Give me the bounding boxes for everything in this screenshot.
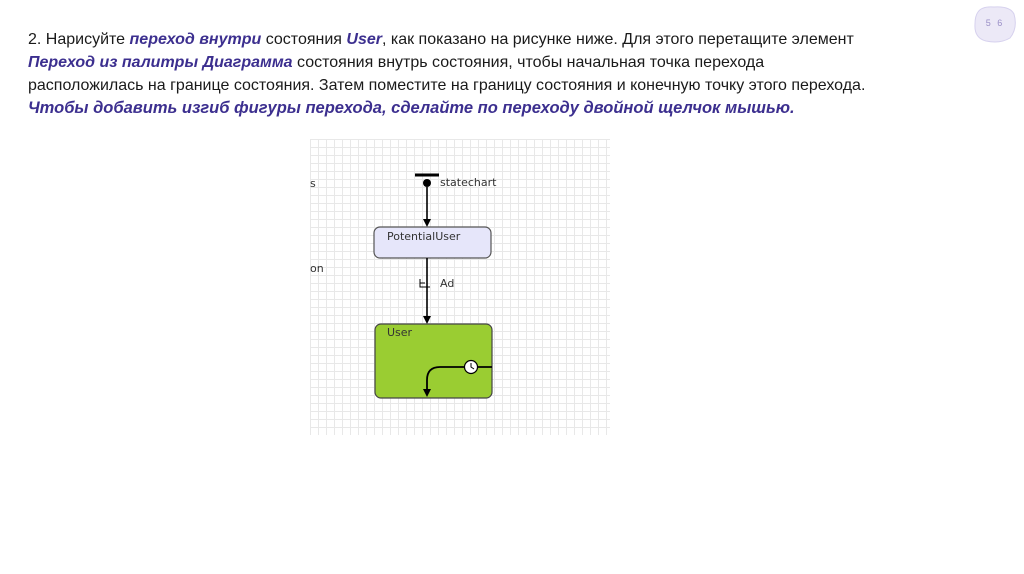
entry-point[interactable] <box>423 179 431 187</box>
text-part: , как показано на рисунке ниже. Для этого перетащите элемент <box>381 31 854 48</box>
transition-ad-label: Ad <box>440 277 455 290</box>
instructions-text <box>28 28 988 120</box>
message-trigger-icon <box>420 279 430 287</box>
text-part: состояния <box>261 31 347 48</box>
highlight-palette-transition: Переход из палитры Диаграмма <box>28 54 293 71</box>
highlight-user: User <box>346 31 382 48</box>
clipped-label: s <box>310 177 316 190</box>
highlight-inner-transition: переход внутри <box>129 31 262 48</box>
text-part: расположилась на границе состояния. Затем поместите на границу состояния и конечную точку этого перехода. <box>28 77 866 94</box>
potential-user-label: PotentialUser <box>387 230 461 243</box>
clipped-label: on <box>310 262 324 275</box>
user-state-label: User <box>387 326 413 339</box>
page-number: 5 6 <box>985 18 1005 28</box>
timeout-clock-icon <box>465 361 478 374</box>
statechart-diagram <box>310 139 610 435</box>
statechart-label: statechart <box>440 176 497 189</box>
text-part: 2. Нарисуйте <box>28 31 130 48</box>
text-part: состояния внутрь состояния, чтобы начальная точка перехода <box>292 54 765 71</box>
highlight-double-click: Чтобы добавить изгиб фигуры перехода, сделайте по переходу двойной щелчок мышью. <box>28 99 795 117</box>
